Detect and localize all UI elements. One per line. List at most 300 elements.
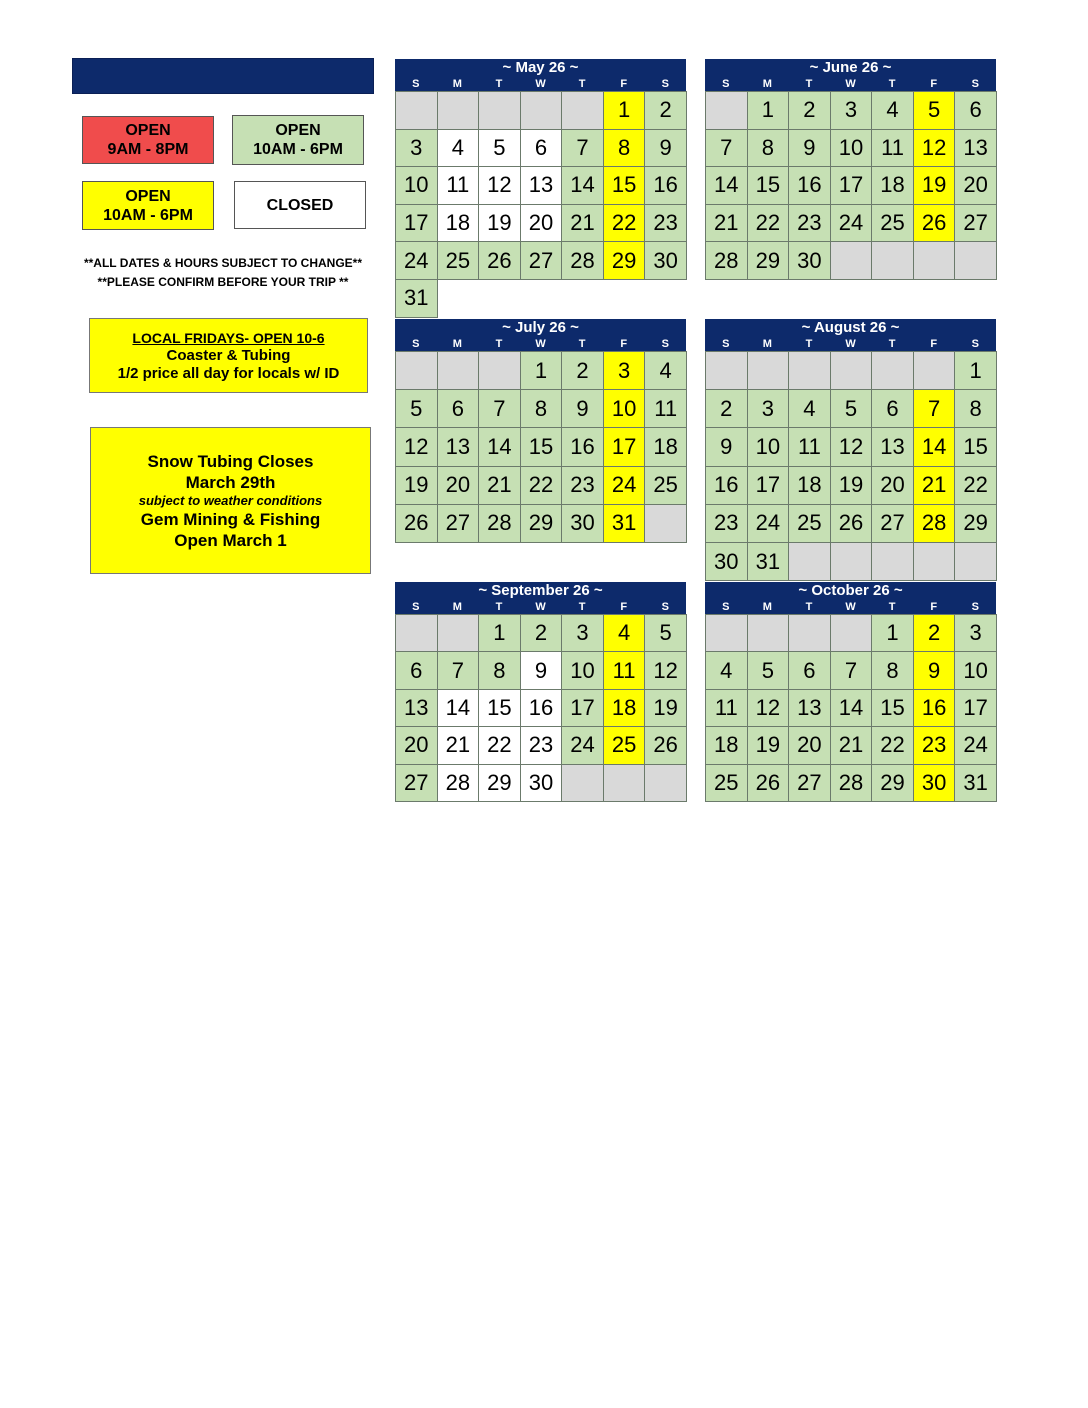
day-cell: 30 <box>788 241 831 280</box>
weekday-header: S <box>661 601 669 613</box>
day-cell: 10 <box>603 389 646 428</box>
empty-day-cell <box>561 91 604 130</box>
weekday-header: W <box>845 601 856 613</box>
day-cell: 9 <box>520 651 563 689</box>
day-cell: 27 <box>395 764 438 802</box>
day-cell: 10 <box>954 651 997 689</box>
day-cell: 23 <box>705 504 748 543</box>
day-cell: 6 <box>520 129 563 168</box>
day-cell: 31 <box>395 279 438 318</box>
day-cell: 16 <box>705 466 748 505</box>
day-cell: 22 <box>747 204 790 243</box>
weekday-header: F <box>620 78 628 90</box>
day-grid <box>395 614 686 801</box>
day-cell: 23 <box>561 466 604 505</box>
day-cell: 24 <box>561 726 604 764</box>
legend-label: OPEN <box>125 187 171 205</box>
empty-day-cell <box>705 614 748 652</box>
empty-day-cell <box>871 542 914 581</box>
day-cell: 24 <box>603 466 646 505</box>
day-cell: 13 <box>520 166 563 205</box>
day-cell: 1 <box>520 351 563 390</box>
day-cell: 15 <box>603 166 646 205</box>
empty-day-cell <box>913 241 956 280</box>
day-cell: 8 <box>871 651 914 689</box>
day-cell: 11 <box>705 689 748 727</box>
snow-tubing-note: subject to weather conditions <box>138 492 323 508</box>
day-cell: 5 <box>644 614 687 652</box>
day-cell: 30 <box>561 504 604 543</box>
legend-hours: 10AM - 6PM <box>103 206 193 224</box>
day-cell: 11 <box>644 389 687 428</box>
weekday-header: M <box>452 601 462 613</box>
day-cell: 10 <box>830 129 873 168</box>
day-cell: 22 <box>478 726 521 764</box>
day-cell: 1 <box>871 614 914 652</box>
day-cell: 3 <box>561 614 604 652</box>
day-cell: 14 <box>830 689 873 727</box>
day-cell: 15 <box>478 689 521 727</box>
weekday-header: W <box>845 78 856 90</box>
day-cell: 2 <box>644 91 687 130</box>
day-cell: 8 <box>747 129 790 168</box>
day-cell: 5 <box>913 91 956 130</box>
day-cell: 10 <box>747 427 790 466</box>
day-cell: 13 <box>871 427 914 466</box>
weekday-header: T <box>495 601 503 613</box>
day-cell: 27 <box>954 204 997 243</box>
empty-day-cell <box>913 351 956 390</box>
weekday-header-row <box>395 77 686 91</box>
day-cell: 6 <box>871 389 914 428</box>
empty-day-cell <box>705 351 748 390</box>
day-cell: 18 <box>644 427 687 466</box>
day-cell: 5 <box>395 389 438 428</box>
month-title: ~ July 26 ~ <box>395 319 686 337</box>
empty-day-cell <box>395 351 438 390</box>
day-cell: 9 <box>705 427 748 466</box>
day-cell: 28 <box>437 764 480 802</box>
day-cell: 31 <box>954 764 997 802</box>
day-cell: 17 <box>561 689 604 727</box>
day-cell: 4 <box>705 651 748 689</box>
legend-label: CLOSED <box>266 196 334 214</box>
empty-day-cell <box>871 351 914 390</box>
day-cell: 7 <box>913 389 956 428</box>
day-cell: 24 <box>395 241 438 280</box>
weekday-header: S <box>971 78 979 90</box>
day-cell: 3 <box>395 129 438 168</box>
weekday-header: M <box>452 78 462 90</box>
empty-day-cell <box>644 504 687 543</box>
day-cell: 30 <box>913 764 956 802</box>
day-cell: 10 <box>395 166 438 205</box>
day-cell: 19 <box>478 204 521 243</box>
day-cell: 2 <box>705 389 748 428</box>
day-cell: 30 <box>644 241 687 280</box>
day-cell: 21 <box>478 466 521 505</box>
day-cell: 2 <box>520 614 563 652</box>
day-cell: 24 <box>747 504 790 543</box>
month-title: ~ September 26 ~ <box>395 582 686 600</box>
day-cell: 24 <box>830 204 873 243</box>
day-cell: 16 <box>788 166 831 205</box>
day-cell: 17 <box>954 689 997 727</box>
day-cell: 8 <box>603 129 646 168</box>
notice-subject-to-change: **ALL DATES & HOURS SUBJECT TO CHANGE** <box>83 256 363 270</box>
weekday-header: S <box>412 78 420 90</box>
day-cell: 8 <box>520 389 563 428</box>
weekday-header: S <box>971 338 979 350</box>
weekday-header-row <box>395 600 686 614</box>
empty-day-cell <box>830 614 873 652</box>
weekday-header: S <box>661 338 669 350</box>
legend-label: OPEN <box>275 122 321 139</box>
day-cell: 2 <box>561 351 604 390</box>
day-cell: 29 <box>520 504 563 543</box>
day-cell: 26 <box>644 726 687 764</box>
day-cell: 28 <box>478 504 521 543</box>
day-cell: 20 <box>871 466 914 505</box>
day-cell: 25 <box>603 726 646 764</box>
day-cell: 23 <box>644 204 687 243</box>
month-calendar <box>395 582 686 801</box>
empty-day-cell <box>478 279 521 318</box>
header-bar <box>72 58 374 94</box>
day-cell: 5 <box>478 129 521 168</box>
day-cell: 6 <box>788 651 831 689</box>
day-cell: 29 <box>478 764 521 802</box>
snow-tubing-box <box>90 427 371 574</box>
day-cell: 28 <box>705 241 748 280</box>
weekday-header: S <box>722 601 730 613</box>
day-cell: 1 <box>747 91 790 130</box>
empty-day-cell <box>871 241 914 280</box>
weekday-header: M <box>762 78 772 90</box>
weekday-header: F <box>620 601 628 613</box>
weekday-header: T <box>495 78 503 90</box>
legend-open-9-8 <box>82 116 214 164</box>
empty-day-cell <box>561 279 604 318</box>
day-cell: 13 <box>788 689 831 727</box>
day-cell: 15 <box>747 166 790 205</box>
day-cell: 5 <box>830 389 873 428</box>
day-cell: 27 <box>871 504 914 543</box>
local-fridays-title: LOCAL FRIDAYS- OPEN 10-6 <box>132 329 325 346</box>
day-cell: 2 <box>788 91 831 130</box>
snow-tubing-line: Open March 1 <box>174 530 287 550</box>
day-cell: 20 <box>437 466 480 505</box>
empty-day-cell <box>954 241 997 280</box>
day-cell: 1 <box>603 91 646 130</box>
month-title: ~ May 26 ~ <box>395 59 686 77</box>
day-cell: 11 <box>603 651 646 689</box>
weekday-header: M <box>762 338 772 350</box>
day-cell: 12 <box>830 427 873 466</box>
day-cell: 26 <box>478 241 521 280</box>
day-cell: 31 <box>603 504 646 543</box>
day-cell: 29 <box>954 504 997 543</box>
day-cell: 23 <box>788 204 831 243</box>
day-grid <box>705 351 996 580</box>
month-calendar <box>395 59 686 317</box>
day-cell: 14 <box>478 427 521 466</box>
weekday-header: T <box>578 78 586 90</box>
empty-day-cell <box>437 614 480 652</box>
day-cell: 13 <box>954 129 997 168</box>
day-cell: 26 <box>395 504 438 543</box>
day-cell: 14 <box>913 427 956 466</box>
day-cell: 28 <box>561 241 604 280</box>
snow-tubing-line: March 29th <box>185 472 276 492</box>
legend-hours: 10AM - 6PM <box>253 141 343 158</box>
day-cell: 23 <box>913 726 956 764</box>
day-cell: 21 <box>830 726 873 764</box>
weekday-header: S <box>971 601 979 613</box>
day-cell: 25 <box>644 466 687 505</box>
day-cell: 13 <box>437 427 480 466</box>
day-cell: 12 <box>478 166 521 205</box>
weekday-header: F <box>930 338 938 350</box>
empty-day-cell <box>437 91 480 130</box>
month-calendar <box>705 319 996 580</box>
day-cell: 29 <box>747 241 790 280</box>
empty-day-cell <box>788 542 831 581</box>
weekday-header: S <box>722 338 730 350</box>
day-cell: 22 <box>520 466 563 505</box>
empty-day-cell <box>705 91 748 130</box>
day-cell: 3 <box>954 614 997 652</box>
day-cell: 10 <box>561 651 604 689</box>
weekday-header: F <box>620 338 628 350</box>
empty-day-cell <box>478 351 521 390</box>
day-cell: 7 <box>437 651 480 689</box>
snow-tubing-line: Snow Tubing Closes <box>147 451 314 471</box>
day-cell: 25 <box>788 504 831 543</box>
day-cell: 19 <box>644 689 687 727</box>
empty-day-cell <box>437 351 480 390</box>
day-cell: 21 <box>705 204 748 243</box>
day-cell: 14 <box>437 689 480 727</box>
day-cell: 9 <box>561 389 604 428</box>
day-cell: 24 <box>954 726 997 764</box>
day-cell: 30 <box>705 542 748 581</box>
empty-day-cell <box>603 279 646 318</box>
day-cell: 21 <box>561 204 604 243</box>
empty-day-cell <box>395 614 438 652</box>
day-cell: 20 <box>788 726 831 764</box>
day-cell: 26 <box>913 204 956 243</box>
day-cell: 22 <box>871 726 914 764</box>
day-cell: 16 <box>520 689 563 727</box>
month-title: ~ June 26 ~ <box>705 59 996 77</box>
day-cell: 9 <box>913 651 956 689</box>
weekday-header-row <box>705 600 996 614</box>
day-cell: 8 <box>954 389 997 428</box>
day-cell: 2 <box>913 614 956 652</box>
day-cell: 6 <box>437 389 480 428</box>
day-cell: 3 <box>603 351 646 390</box>
day-cell: 29 <box>603 241 646 280</box>
day-cell: 4 <box>437 129 480 168</box>
day-cell: 20 <box>520 204 563 243</box>
day-cell: 30 <box>520 764 563 802</box>
weekday-header: T <box>578 601 586 613</box>
weekday-header: M <box>762 601 772 613</box>
day-cell: 18 <box>788 466 831 505</box>
day-cell: 9 <box>788 129 831 168</box>
day-cell: 11 <box>871 129 914 168</box>
day-cell: 4 <box>603 614 646 652</box>
day-cell: 11 <box>437 166 480 205</box>
empty-day-cell <box>520 279 563 318</box>
empty-day-cell <box>830 241 873 280</box>
day-cell: 18 <box>871 166 914 205</box>
day-cell: 6 <box>395 651 438 689</box>
day-cell: 6 <box>954 91 997 130</box>
empty-day-cell <box>520 91 563 130</box>
day-cell: 15 <box>954 427 997 466</box>
legend-closed <box>234 181 366 229</box>
day-cell: 28 <box>913 504 956 543</box>
day-cell: 31 <box>747 542 790 581</box>
weekday-header: S <box>412 601 420 613</box>
weekday-header: M <box>452 338 462 350</box>
legend-label: OPEN <box>125 122 171 139</box>
day-cell: 14 <box>705 166 748 205</box>
day-cell: 3 <box>830 91 873 130</box>
weekday-header: T <box>805 338 813 350</box>
weekday-header-row <box>705 77 996 91</box>
day-cell: 19 <box>395 466 438 505</box>
weekday-header: W <box>535 601 546 613</box>
local-fridays-line: Coaster & Tubing <box>166 346 291 364</box>
month-title: ~ August 26 ~ <box>705 319 996 337</box>
empty-day-cell <box>603 764 646 802</box>
empty-day-cell <box>478 91 521 130</box>
weekday-header: T <box>805 78 813 90</box>
weekday-header: S <box>722 78 730 90</box>
day-cell: 13 <box>395 689 438 727</box>
day-cell: 21 <box>437 726 480 764</box>
empty-day-cell <box>788 351 831 390</box>
day-cell: 7 <box>705 129 748 168</box>
day-cell: 12 <box>395 427 438 466</box>
day-cell: 25 <box>705 764 748 802</box>
weekday-header: S <box>412 338 420 350</box>
day-cell: 17 <box>603 427 646 466</box>
weekday-header: W <box>845 338 856 350</box>
local-fridays-box <box>89 318 368 393</box>
day-cell: 3 <box>747 389 790 428</box>
weekday-header: T <box>888 601 896 613</box>
empty-day-cell <box>954 542 997 581</box>
day-cell: 28 <box>830 764 873 802</box>
day-cell: 1 <box>478 614 521 652</box>
day-cell: 27 <box>788 764 831 802</box>
month-calendar <box>705 582 996 801</box>
weekday-header: F <box>930 78 938 90</box>
day-cell: 26 <box>830 504 873 543</box>
day-cell: 4 <box>788 389 831 428</box>
month-calendar <box>705 59 996 279</box>
day-cell: 17 <box>747 466 790 505</box>
day-cell: 12 <box>747 689 790 727</box>
weekday-header: S <box>661 78 669 90</box>
day-cell: 22 <box>603 204 646 243</box>
day-cell: 21 <box>913 466 956 505</box>
day-cell: 18 <box>705 726 748 764</box>
weekday-header-row <box>395 337 686 351</box>
weekday-header: W <box>535 78 546 90</box>
day-cell: 5 <box>747 651 790 689</box>
weekday-header: T <box>495 338 503 350</box>
day-cell: 18 <box>603 689 646 727</box>
empty-day-cell <box>830 542 873 581</box>
day-cell: 17 <box>830 166 873 205</box>
day-cell: 8 <box>478 651 521 689</box>
day-cell: 19 <box>913 166 956 205</box>
day-cell: 15 <box>871 689 914 727</box>
day-cell: 26 <box>747 764 790 802</box>
day-cell: 19 <box>830 466 873 505</box>
day-cell: 4 <box>644 351 687 390</box>
day-cell: 18 <box>437 204 480 243</box>
day-cell: 20 <box>395 726 438 764</box>
empty-day-cell <box>644 764 687 802</box>
day-cell: 16 <box>913 689 956 727</box>
empty-day-cell <box>437 279 480 318</box>
empty-day-cell <box>913 542 956 581</box>
empty-day-cell <box>747 614 790 652</box>
weekday-header: F <box>930 601 938 613</box>
day-cell: 22 <box>954 466 997 505</box>
day-cell: 29 <box>871 764 914 802</box>
day-cell: 4 <box>871 91 914 130</box>
day-cell: 25 <box>871 204 914 243</box>
empty-day-cell <box>395 91 438 130</box>
legend-open-10-6-green <box>232 115 364 165</box>
day-cell: 16 <box>644 166 687 205</box>
month-calendar <box>395 319 686 542</box>
day-grid <box>705 91 996 279</box>
day-cell: 12 <box>913 129 956 168</box>
day-grid <box>395 351 686 542</box>
day-cell: 7 <box>830 651 873 689</box>
day-cell: 12 <box>644 651 687 689</box>
day-cell: 19 <box>747 726 790 764</box>
day-cell: 9 <box>644 129 687 168</box>
day-cell: 7 <box>561 129 604 168</box>
day-cell: 20 <box>954 166 997 205</box>
day-cell: 23 <box>520 726 563 764</box>
weekday-header: T <box>805 601 813 613</box>
day-cell: 25 <box>437 241 480 280</box>
day-cell: 11 <box>788 427 831 466</box>
weekday-header: W <box>535 338 546 350</box>
day-cell: 17 <box>395 204 438 243</box>
notice-confirm-trip: **PLEASE CONFIRM BEFORE YOUR TRIP ** <box>97 275 349 289</box>
local-fridays-line: 1/2 price all day for locals w/ ID <box>117 364 340 382</box>
weekday-header: T <box>888 338 896 350</box>
weekday-header: T <box>888 78 896 90</box>
empty-day-cell <box>830 351 873 390</box>
empty-day-cell <box>561 764 604 802</box>
day-cell: 15 <box>520 427 563 466</box>
month-title: ~ October 26 ~ <box>705 582 996 600</box>
legend-hours: 9AM - 8PM <box>107 141 189 158</box>
weekday-header: T <box>578 338 586 350</box>
